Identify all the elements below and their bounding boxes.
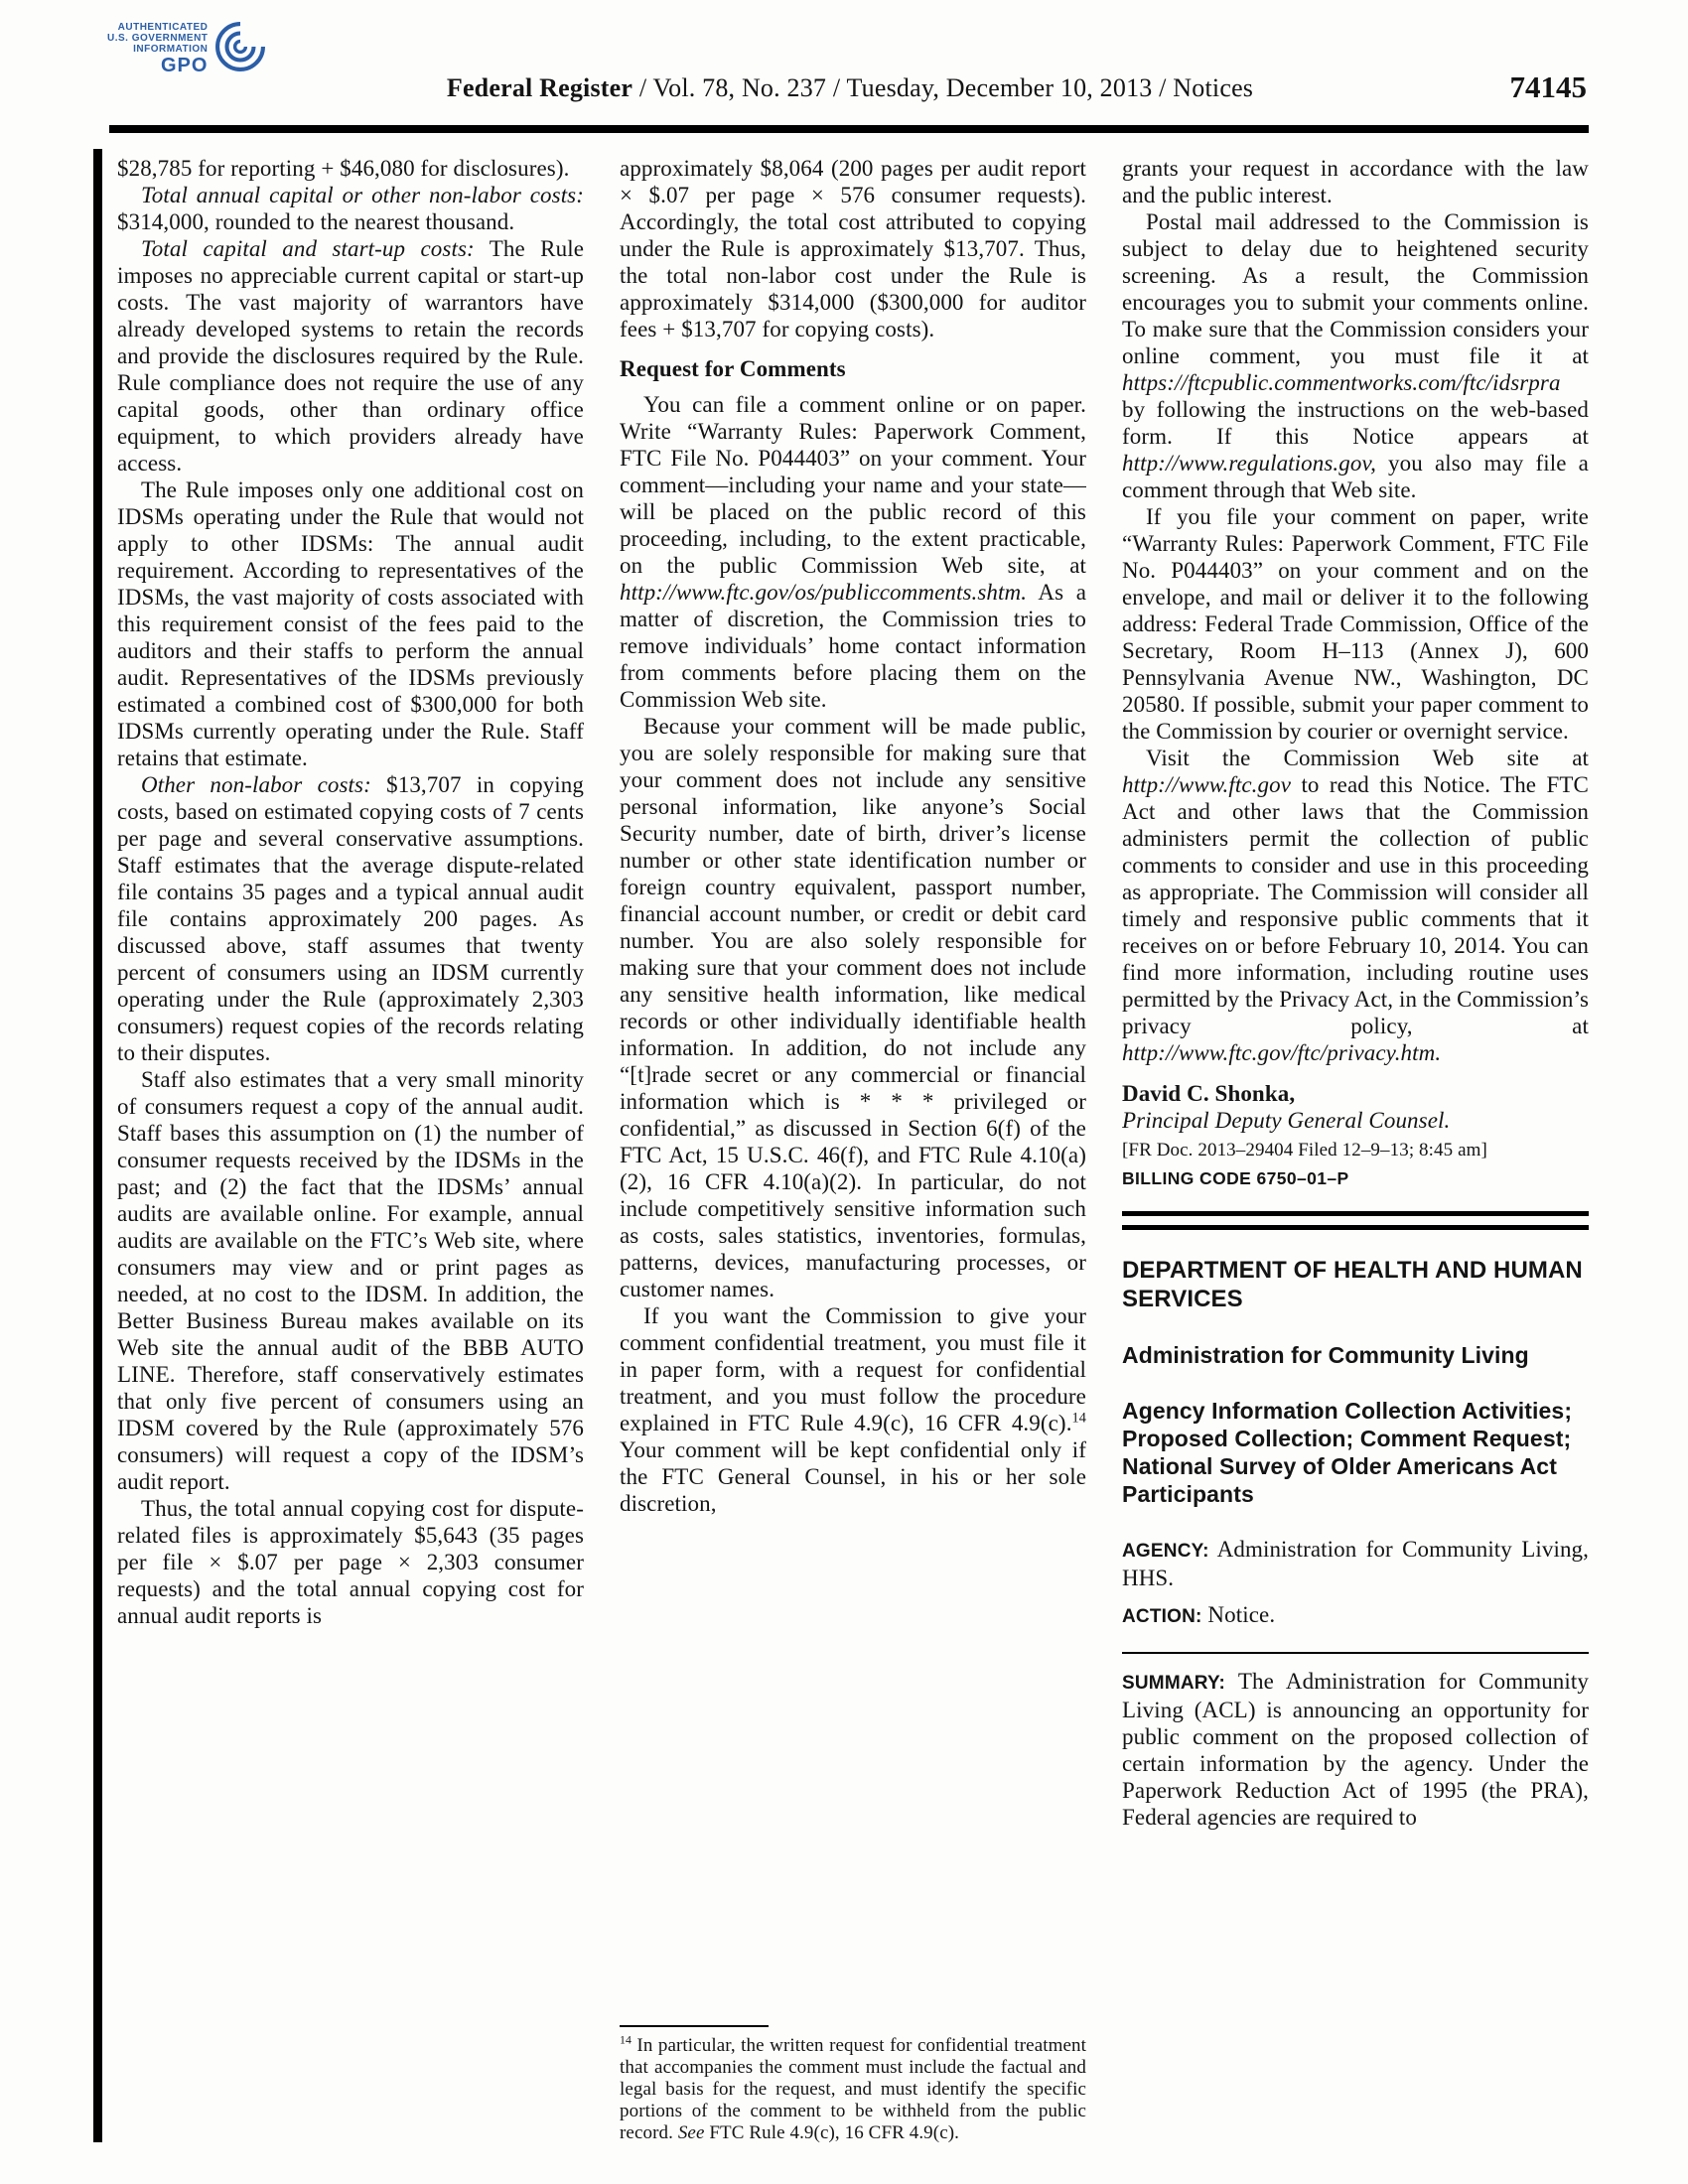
header-citation: / Vol. 78, No. 237 / Tuesday, December 10, 2013 / Notices	[633, 73, 1254, 102]
text-run: In particular, the written request for confidential treatment that accompanies the comment must include the factual and legal basis for the request, and must identify the specific portions of the comment to be withheld from the public record.	[620, 2035, 1086, 2143]
body-paragraph	[117, 155, 584, 182]
text-run: http://www.ftc.gov	[1122, 772, 1292, 797]
page-number: 74145	[1509, 69, 1587, 104]
text-run: SUMMARY:	[1122, 1673, 1225, 1694]
left-margin-rule	[93, 149, 102, 2142]
text-run: by following the instructions on the web-based form. If this Notice appears at	[1122, 397, 1589, 449]
signature-title	[1122, 1107, 1589, 1134]
text-run: Thus, the total annual copying cost for dispute-related files is approximately $5,643 (35 pages per file × $.07 per page × 2,303 consumer requests) and the total annual copying cost for annual audit reports is	[117, 1496, 584, 1628]
text-run: ACTION:	[1122, 1606, 1202, 1627]
text-run: David C. Shonka,	[1122, 1081, 1296, 1106]
body-paragraph	[1122, 503, 1589, 745]
text-run: Staff also estimates that a very small minority of consumers request a copy of the annual audit. Staff bases this assumption on (1) the number of consumer requests received by the IDSMs in the past; and (2) the fact that the IDSMs’ annual audits are available online. For example, annual audits are available on the FTC’s Web site, where consumers may view and or print pages as needed, at no cost to the IDSM. In addition, the Better Business Bureau makes available on its Web site the annual audit of the BBB AUTO LINE. Therefore, staff conservatively estimates that only five percent of consumers using an IDSM covered by the Rule (approximately 576 consumers) will request a copy of the IDSM’s audit report.	[117, 1067, 584, 1494]
text-run: If you want the Commission to give your comment confidential treatment, you must file it in paper form, with a request for confidential treatment, and you must follow the procedure explained in FTC Rule 4.9(c), 16 CFR 4.9(c).	[620, 1303, 1086, 1435]
page-body	[117, 155, 1589, 2144]
text-run: [FR Doc. 2013–29404 Filed 12–9–13; 8:45 am]	[1122, 1140, 1487, 1160]
gpo-line-information: INFORMATION	[133, 44, 209, 55]
body-paragraph	[620, 155, 1086, 342]
text-run: As a matter of discretion, the Commission tries to remove individuals’ home contact information from comments before placing them on the Commission Web site.	[620, 580, 1086, 712]
text-run: $314,000, rounded to the nearest thousand.	[117, 209, 515, 234]
body-paragraph	[117, 771, 584, 1066]
text-run: Agency Information Collection Activities; Proposed Collection; Comment Request; National Survey of Older Americans Act Participants	[1122, 1398, 1573, 1507]
page-header	[111, 73, 1589, 103]
body-paragraph	[117, 1495, 584, 1629]
text-run: FTC Rule 4.9(c), 16 CFR 4.9(c).	[704, 2122, 960, 2143]
text-run: You can file a comment online or on paper. Write “Warranty Rules: Paperwork Comment, FTC File No. P044403” on your comment. Your comment—including your name and your state—will be placed on the public record of this proceeding, including, to the extent practicable, on the public Commission Web site, at	[620, 392, 1086, 578]
agency-subheading	[1122, 1341, 1589, 1369]
text-run: Other non-labor costs:	[141, 772, 371, 797]
agency-subheading	[1122, 1397, 1589, 1508]
text-run: $13,707 in copying costs, based on estimated copying costs of 7 cents per page and several conservative assumptions. Staff estimates that the average dispute-related file contains 35 pages and a typical annual audit file contains approximately 200 pages. As discussed above, staff assumes that twenty percent of consumers using an IDSM currently operating under the Rule (approximately 2,303 consumers) request copies of the records relating to their disputes.	[117, 772, 584, 1065]
section-heading	[620, 355, 1086, 382]
text-run: If you file your comment on paper, write “Warranty Rules: Paperwork Comment, FTC File No. P044403” on your comment and on the envelope, and mail or deliver it to the following address: Federal Trade Commission, Office of the Secretary, Room H–113 (Annex J), 600 Pennsylvania Avenue NW., Washington, DC 20580. If possible, submit your paper comment to the Commission by courier or overnight service.	[1122, 504, 1589, 744]
text-run: The Rule imposes no appreciable current capital or start-up costs. The vast majority of warrantors have already developed systems to retain the records and provide the disclosures required by the Rule. Rule compliance does not require the use of any capital goods, other than ordinary office equipment, to which providers already have access.	[117, 236, 584, 476]
gpo-swirl-icon	[213, 20, 267, 73]
gpo-authentication-seal	[107, 22, 267, 76]
body-paragraph	[620, 713, 1086, 1302]
text-run: http://www.regulations.gov,	[1122, 451, 1376, 476]
text-run: Because your comment will be made public, you are solely responsible for making sure that your comment does not include any sensitive personal information, like anyone’s Social Security number, date of birth, driver’s license number or other state identification number or foreign country equivalent, passport number, financial account number, or credit or debit card number. You are also solely responsible for making sure that your comment does not include any sensitive health information, like medical records or other individually identifiable health information. In addition, do not include any “[t]rade secret or any commercial or financial information which is * * * privileged or confidential,” as discussed in Section 6(f) of the FTC Act, 15 U.S.C. 46(f), and FTC Rule 4.10(a)(2), 16 CFR 4.10(a)(2). In particular, do not include competitively sensitive information such as costs, sales statistics, inventories, formulas, patterns, devices, manufacturing processes, or customer names.	[620, 714, 1086, 1301]
body-paragraph	[620, 391, 1086, 713]
text-run: Total annual capital or other non-labor costs:	[141, 183, 584, 207]
text-run: The Administration for Community Living (ACL) is announcing an opportunity for public comment on the proposed collection of certain information by the agency. Under the Paperwork Reduction Act of 1995 (the PRA), Federal agencies are required to	[1122, 1669, 1589, 1830]
labeled-paragraph	[1122, 1668, 1589, 1831]
text-run: Administration for Community Living, HHS.	[1122, 1537, 1589, 1590]
text-run: Request for Comments	[620, 356, 846, 381]
text-run: 14	[620, 2033, 632, 2047]
fr-doc-line	[1122, 1139, 1589, 1161]
text-run: Your comment will be kept confidential only if the FTC General Counsel, in his or her sole discretion,	[620, 1437, 1086, 1516]
text-run: Notice.	[1201, 1602, 1276, 1627]
body-paragraph	[1122, 208, 1589, 503]
document-separator	[1122, 1211, 1589, 1230]
column-3	[1122, 155, 1589, 2144]
body-paragraph	[117, 235, 584, 477]
text-run: to read this Notice. The FTC Act and other laws that the Commission administers permit the collection of public comments to consider and use in this proceeding as appropriate. The Commission will consider all timely and responsive public comments that it receives on or before February 10, 2014. You can find more information, including routine uses permitted by the Privacy Act, in the Commission’s privacy policy, at	[1122, 772, 1589, 1038]
gpo-seal-text	[107, 22, 208, 76]
separator-bar	[1122, 1211, 1589, 1216]
summary-rule	[1122, 1652, 1589, 1654]
billing-code	[1122, 1168, 1589, 1189]
signature-name	[1122, 1080, 1589, 1107]
body-paragraph	[1122, 155, 1589, 208]
text-run: Postal mail addressed to the Commission is subject to delay due to heightened security screening. As a result, the Commission encourages you to submit your comments online. To make sure that the Commission considers your online comment, you must file it at	[1122, 209, 1589, 368]
text-run: DEPARTMENT OF HEALTH AND HUMAN SERVICES	[1122, 1257, 1583, 1312]
body-paragraph	[117, 477, 584, 771]
body-paragraph	[117, 1066, 584, 1495]
text-run: http://www.ftc.gov/os/publiccomments.shtm.	[620, 580, 1028, 605]
text-run: The Rule imposes only one additional cost on IDSMs operating under the Rule that would not apply to other IDSMs: The annual audit requirement. According to representatives of the IDSMs, the vast majority of costs associated with this requirement consist of the fees paid to the auditors and their staffs to perform the annual audit. Representatives of the IDSMs previously estimated a combined cost of $300,000 for both IDSMs currently operating under the Rule. Staff retains that estimate.	[117, 478, 584, 770]
body-paragraph	[117, 182, 584, 235]
footnote	[620, 2025, 1086, 2144]
labeled-paragraph	[1122, 1536, 1589, 1591]
text-run: Principal Deputy General Counsel.	[1122, 1108, 1451, 1133]
gpo-line-authenticated: AUTHENTICATED	[117, 22, 209, 33]
text-run: Administration for Community Living	[1122, 1342, 1529, 1368]
text-run: Visit the Commission Web site at	[1146, 746, 1589, 770]
text-run: you also may file a comment through that Web site.	[1122, 451, 1589, 502]
text-run: 14	[1071, 1410, 1086, 1427]
column-1	[117, 155, 584, 2144]
text-run: http://www.ftc.gov/ftc/privacy.htm.	[1122, 1040, 1442, 1065]
text-run: https://ftcpublic.commentworks.com/ftc/idsrpra	[1122, 370, 1561, 395]
text-run: approximately $8,064 (200 pages per audit report × $.07 per page × 576 consumer requests). Accordingly, the total cost attributed to copying under the Rule is approximately $13,707. Thus, the total non-labor cost under the Rule is approximately $314,000 ($300,000 for auditor fees + $13,707 for copying costs).	[620, 156, 1086, 341]
separator-bar	[1122, 1225, 1589, 1230]
header-title: Federal Register	[446, 73, 633, 102]
text-run: grants your request in accordance with the law and the public interest.	[1122, 156, 1589, 207]
text-run: AGENCY:	[1122, 1541, 1209, 1562]
gpo-acronym: GPO	[160, 55, 209, 76]
column-2	[620, 155, 1086, 2144]
body-paragraph	[1122, 745, 1589, 1066]
text-run: BILLING CODE 6750–01–P	[1122, 1168, 1349, 1188]
body-paragraph	[620, 1302, 1086, 1517]
department-heading	[1122, 1256, 1589, 1313]
text-run: See	[677, 2122, 705, 2143]
labeled-paragraph	[1122, 1601, 1589, 1630]
text-run: $28,785 for reporting + $46,080 for disclosures).	[117, 156, 570, 181]
header-rule	[109, 125, 1589, 133]
text-run: Total capital and start-up costs:	[141, 236, 475, 261]
gpo-line-government: U.S. GOVERNMENT	[107, 33, 209, 44]
